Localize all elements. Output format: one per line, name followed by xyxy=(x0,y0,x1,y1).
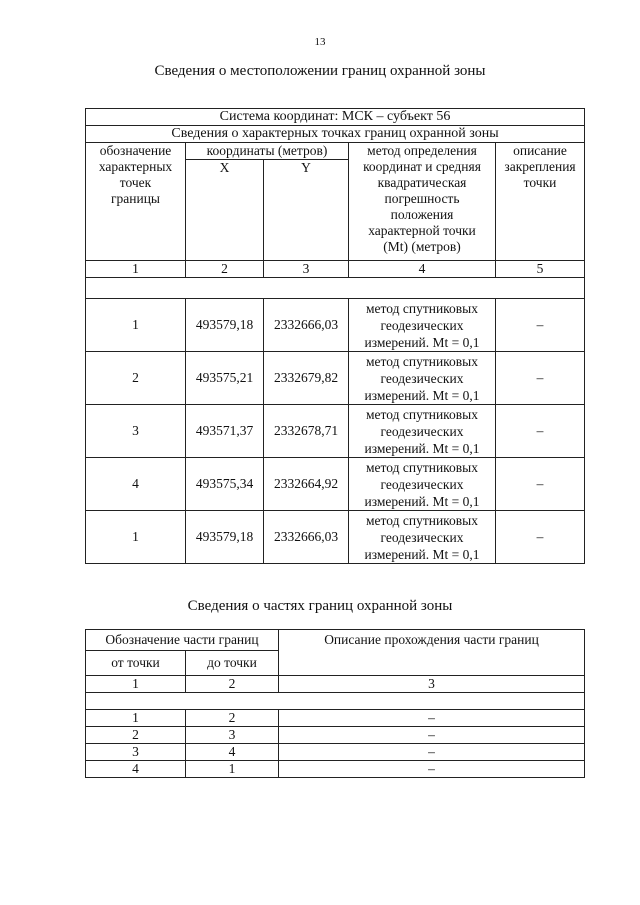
column-number: 4 xyxy=(349,261,496,278)
coordinate-system-label: Система координат: МСК – субъект 56 xyxy=(86,109,585,126)
header-x: X xyxy=(186,160,264,261)
method-cell: метод спутниковых геодезических измерений. Mt = 0,1 xyxy=(349,511,496,564)
description-cell: – xyxy=(496,405,585,458)
description-cell: – xyxy=(496,352,585,405)
part-description-cell: – xyxy=(279,761,585,778)
header-description: описание закрепления точки xyxy=(496,143,585,261)
x-cell: 493579,18 xyxy=(186,511,264,564)
x-cell: 493579,18 xyxy=(186,299,264,352)
part-description-cell: – xyxy=(279,727,585,744)
y-cell: 2332664,92 xyxy=(264,458,349,511)
table-row xyxy=(86,405,585,458)
table-row xyxy=(86,744,585,761)
column-number: 2 xyxy=(186,261,264,278)
point-cell: 4 xyxy=(86,458,186,511)
table-row xyxy=(86,727,585,744)
table-row xyxy=(86,710,585,727)
column-number: 3 xyxy=(264,261,349,278)
part-description-cell: – xyxy=(279,744,585,761)
from-cell: 1 xyxy=(86,710,186,727)
section-heading-parts: Сведения о частях границ охранной зоны xyxy=(187,598,453,614)
method-cell: метод спутниковых геодезических измерений. Mt = 0,1 xyxy=(349,458,496,511)
empty-row xyxy=(86,278,585,299)
point-cell: 1 xyxy=(86,299,186,352)
page-number: 13 xyxy=(314,36,326,48)
column-number: 2 xyxy=(186,676,279,693)
header-method: метод определения координат и средняя квадратическая погрешность положения характерной точки (Mt) (метров) xyxy=(349,143,496,261)
to-cell: 1 xyxy=(186,761,279,778)
description-cell: – xyxy=(496,511,585,564)
y-cell: 2332678,71 xyxy=(264,405,349,458)
header-to-point: до точки xyxy=(186,651,279,676)
to-cell: 3 xyxy=(186,727,279,744)
to-cell: 4 xyxy=(186,744,279,761)
table-section-title: Сведения о характерных точках границ охранной зоны xyxy=(86,126,585,143)
y-cell: 2332679,82 xyxy=(264,352,349,405)
method-cell: метод спутниковых геодезических измерений. Mt = 0,1 xyxy=(349,299,496,352)
section-heading-location: Сведения о местоположении границ охранной зоны xyxy=(154,63,486,79)
header-coordinates: координаты (метров) xyxy=(186,143,349,160)
header-y: Y xyxy=(264,160,349,261)
description-cell: – xyxy=(496,458,585,511)
y-cell: 2332666,03 xyxy=(264,299,349,352)
column-number: 5 xyxy=(496,261,585,278)
x-cell: 493575,34 xyxy=(186,458,264,511)
point-cell: 2 xyxy=(86,352,186,405)
table-row xyxy=(86,511,585,564)
header-part-designation: Обозначение части границ xyxy=(86,630,279,651)
empty-row xyxy=(86,693,585,710)
header-from-point: от точки xyxy=(86,651,186,676)
column-number: 3 xyxy=(279,676,585,693)
table-row xyxy=(86,458,585,511)
header-point-designation: обозначение характерных точек границы xyxy=(86,143,186,261)
x-cell: 493575,21 xyxy=(186,352,264,405)
y-cell: 2332666,03 xyxy=(264,511,349,564)
part-description-cell: – xyxy=(279,710,585,727)
point-cell: 1 xyxy=(86,511,186,564)
column-number: 1 xyxy=(86,676,186,693)
boundary-parts-table xyxy=(85,629,585,778)
header-part-description: Описание прохождения части границ xyxy=(279,630,585,676)
method-cell: метод спутниковых геодезических измерений. Mt = 0,1 xyxy=(349,352,496,405)
from-cell: 3 xyxy=(86,744,186,761)
table-row xyxy=(86,352,585,405)
table-row xyxy=(86,761,585,778)
boundary-points-table xyxy=(85,108,585,564)
column-number: 1 xyxy=(86,261,186,278)
to-cell: 2 xyxy=(186,710,279,727)
table-row xyxy=(86,299,585,352)
from-cell: 4 xyxy=(86,761,186,778)
x-cell: 493571,37 xyxy=(186,405,264,458)
from-cell: 2 xyxy=(86,727,186,744)
description-cell: – xyxy=(496,299,585,352)
point-cell: 3 xyxy=(86,405,186,458)
method-cell: метод спутниковых геодезических измерений. Mt = 0,1 xyxy=(349,405,496,458)
